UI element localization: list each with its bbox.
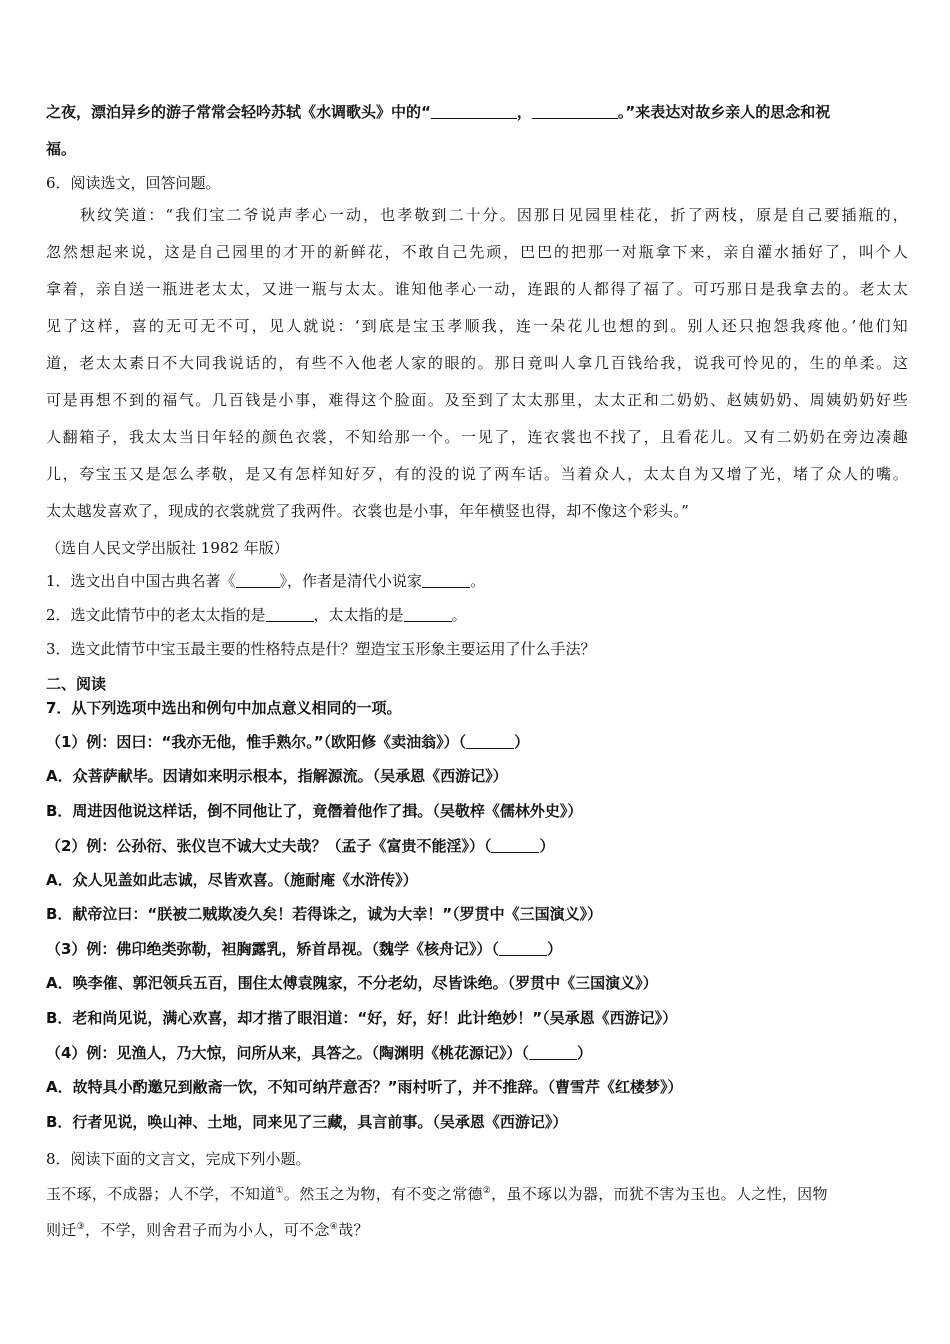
q6-sub-1-text-b: 》，作者是清代小说家 — [279, 572, 423, 590]
q7-title: 7．从下列选项中选出和例句中加点意义相同的一项。 — [46, 699, 402, 717]
q6-sub-1 — [46, 570, 908, 592]
q6-sub-2-blank-2[interactable] — [404, 605, 452, 622]
q7-example-4-close: ） — [576, 1044, 592, 1062]
q7-option-2b: B．献帝泣曰：“朕被二贼欺凌久矣！若得诛之，诚为大幸！”（罗贯中《三国演义》） — [46, 905, 603, 923]
q7-example-3-close: ） — [546, 940, 562, 958]
q7-option-1b: B．周进因他说这样话，倒不同他让了，竟僭着他作了揖。（吴敬梓《儒林外史》） — [46, 802, 583, 820]
q5-blank-1[interactable] — [431, 102, 517, 119]
q6-sub-2-text-b: ，太太指的是 — [313, 606, 404, 624]
q6-passage-line-6: 可是再想不到的福气。几百钱是小事，难得这个脸面。及至到了太太那里，太太正和二奶奶、赵姨奶奶、周姨奶奶好些 — [46, 391, 908, 409]
q8-passage-line-2 — [46, 1219, 908, 1241]
q7-option-3a: A．唤李傕、郭汜领兵五百，围住太傅袁隗家，不分老幼，尽皆诛绝。（罗贯中《三国演义》） — [46, 974, 658, 992]
q5-line-2: 福。 — [46, 140, 77, 158]
q7-example-3-text: （3）例：佛印绝类弥勒，袒胸露乳，矫首昂视。（魏学《核舟记》）（ — [46, 940, 499, 958]
q7-option-4a: A．故特具小酌邀兄到敝斋一饮，不知可纳芹意否？”雨村听了，并不推辞。（曹雪芹《红楼梦》） — [46, 1078, 683, 1096]
q6-title: 6．阅读选文，回答问题。 — [46, 174, 221, 192]
q6-sub-2-text-c: 。 — [451, 606, 467, 624]
q6-sub-2-blank-1[interactable] — [266, 605, 314, 622]
q7-example-3-blank[interactable] — [499, 939, 547, 956]
q8-title: 8．阅读下面的文言文，完成下列小题。 — [46, 1150, 311, 1168]
q6-sub-1-text-c: 。 — [470, 572, 486, 590]
q8-text-2a: 则迁 — [46, 1221, 77, 1239]
q7-example-1 — [46, 731, 908, 753]
q6-passage-line-2: 忽然想起来说，这是自己园里的才开的新鲜花，不敢自己先顽，巴巴的把那一对瓶拿下来，亲自灌水插好了，叫个人 — [46, 243, 908, 261]
q6-passage-line-4: 见了这样，喜的无可无不可，见人就说：‘到底是宝玉孝顺我，连一朵花儿也想的到。别人还只抱怨我疼他。’他们知 — [46, 317, 908, 335]
q6-sub-2 — [46, 604, 908, 626]
q6-sub-3: 3．选文此情节中宝玉最主要的性格特点是什？塑造宝玉形象主要运用了什么手法？ — [46, 640, 596, 658]
q6-passage-line-9: 太太越发喜欢了，现成的衣裳就赏了我两件。衣裳也是小事，年年横竖也得，却不像这个彩头。” — [46, 502, 690, 520]
q7-example-1-close: ） — [514, 733, 530, 751]
q7-example-2 — [46, 835, 908, 857]
q6-passage-line-1: 秋纹笑道：“我们宝二爷说声孝心一动，也孝敬到二十分。因那日见园里桂花，折了两枝，原是自己要插瓶的， — [80, 206, 908, 224]
q8-text-1b: 。然玉之为物，有不变之常德 — [283, 1185, 483, 1203]
q6-passage-line-3: 拿着，亲自送一瓶进老太太，又进一瓶与太太。谁知他孝心一动，连跟的人都得了福了。可巧那日是我拿去的。老太太 — [46, 280, 908, 298]
footnote-mark-1: ① — [275, 1186, 284, 1196]
q6-source: （选自人民文学出版社 1982 年版） — [46, 539, 289, 557]
q8-text-2b: ，不学，则舍君子而为小人，可不念 — [84, 1221, 330, 1239]
section-2-heading: 二、阅读 — [46, 675, 107, 693]
q7-example-2-blank[interactable] — [491, 836, 539, 853]
q7-example-2-close: ） — [539, 837, 555, 855]
q7-example-4-text: （4）例：见渔人，乃大惊，问所从来，具答之。（陶渊明《桃花源记》）（ — [46, 1044, 529, 1062]
q7-option-1a: A．众菩萨献毕。因请如来明示根本，指解源流。（吴承恩《西游记》） — [46, 767, 508, 785]
q7-example-3 — [46, 938, 908, 960]
q8-text-1a: 玉不琢，不成器；人不学，不知道 — [46, 1185, 276, 1203]
q5-text-post: 。”来表达对故乡亲人的思念和祝 — [617, 103, 831, 121]
q8-text-2c: 哉？ — [338, 1221, 369, 1239]
q7-example-1-text: （1）例：因曰：“我亦无他，惟手熟尔。”（欧阳修《卖油翁》）（ — [46, 733, 467, 751]
q7-example-4-blank[interactable] — [529, 1043, 577, 1060]
footnote-mark-2: ② — [482, 1186, 492, 1196]
q6-sub-1-blank-1[interactable] — [236, 571, 280, 588]
q6-passage-line-8: 儿，夸宝玉又是怎么孝敬，是又有怎样知好歹，有的没的说了两车话。当着众人，太太自为又增了光，堵了众人的嘴。 — [46, 465, 908, 483]
q5-line-1 — [46, 101, 908, 123]
footnote-mark-3: ③ — [76, 1222, 85, 1232]
q5-sep: ， — [516, 103, 532, 121]
footnote-mark-4: ④ — [329, 1222, 339, 1232]
q6-passage-line-5: 道，老太太素日不大同我说话的，有些不入他老人家的眼的。那日竟叫人拿几百钱给我，说我可怜见的，生的单柔。这 — [46, 354, 908, 372]
q7-example-2-text: （2）例：公孙衍、张仪岂不诚大丈夫哉？（孟子《富贵不能淫》）（ — [46, 837, 492, 855]
q7-example-1-blank[interactable] — [466, 732, 514, 749]
q7-option-4b: B．行者见说，唤山神、土地，同来见了三藏，具言前事。（吴承恩《西游记》） — [46, 1113, 568, 1131]
q6-passage-line-7: 人翻箱子，我太太当日年轻的颜色衣裳，不知给那一个。一见了，连衣裳也不找了，且看花儿。又有二奶奶在旁边凑趣 — [46, 428, 908, 446]
q5-blank-2[interactable] — [532, 102, 618, 119]
q7-option-3b: B．老和尚见说，满心欢喜，却才揩了眼泪道：“好，好，好！此计绝妙！”（吴承恩《西游记》） — [46, 1009, 678, 1027]
q5-text-pre: 之夜，漂泊异乡的游子常常会轻吟苏轼《水调歌头》中的“ — [46, 103, 431, 121]
q8-text-1c: ，虽不琢以为器，而犹不害为玉也。人之性，因物 — [491, 1185, 828, 1203]
q6-sub-2-text-a: 2．选文此情节中的老太太指的是 — [46, 606, 266, 624]
q6-sub-1-text-a: 1．选文出自中国古典名著《 — [46, 572, 236, 590]
q7-option-2a: A．众人见盖如此志诚，尽皆欢喜。（施耐庵《水浒传》） — [46, 871, 418, 889]
q8-passage-line-1 — [46, 1183, 908, 1205]
q6-sub-1-blank-2[interactable] — [422, 571, 470, 588]
q7-example-4 — [46, 1042, 908, 1064]
